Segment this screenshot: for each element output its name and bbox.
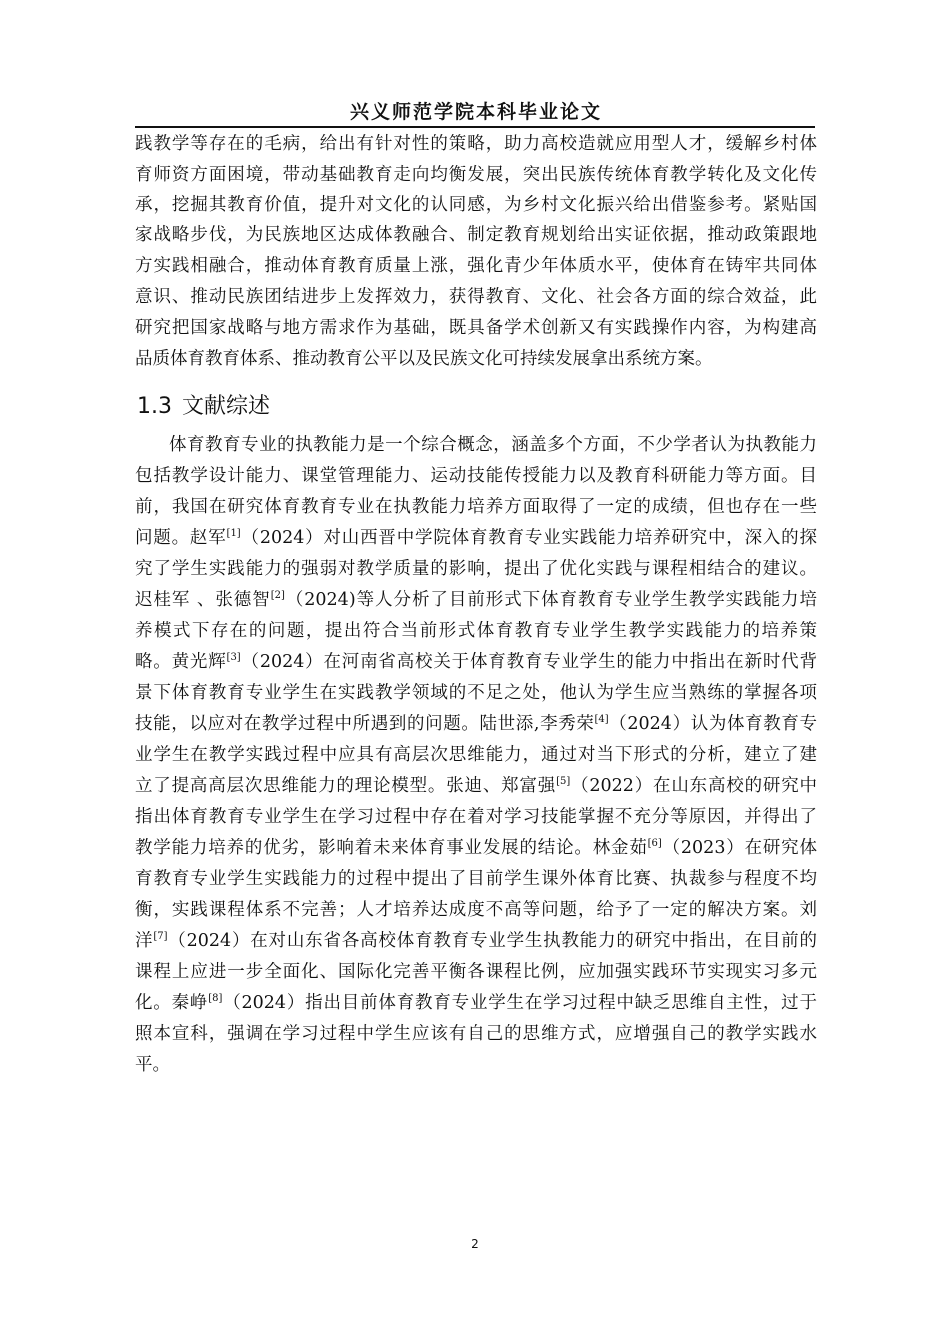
review-line (135, 834, 817, 862)
header-divider (135, 126, 815, 128)
review-line (135, 927, 817, 955)
citation-ref: [8] (208, 993, 223, 1004)
review-line: 平。 (135, 1055, 170, 1075)
review-line (135, 772, 817, 800)
review-line: 究了学生实践能力的强弱对教学质量的影响，提出了优化实践与课程相结合的建议。 (135, 559, 817, 579)
review-text: （2024）对山西晋中学院体育教育专业实践能力培养研究中，深入的探 (240, 528, 817, 548)
review-text: （2024）指出目前体育教育专业学生在学习过程中缺乏思维自主性，过于 (222, 993, 817, 1013)
review-text: 技能，以应对在教学过程中所遇到的问题。陆世添,李秀荣 (135, 714, 595, 734)
review-text: （2022）在山东高校的研究中 (570, 776, 817, 796)
citation-ref: [2] (270, 590, 285, 601)
section-title: 文献综述 (182, 394, 271, 419)
review-line: 指出体育教育专业学生在学习过程中存在着对学习技能掌握不充分等原因，并得出了 (135, 807, 817, 827)
review-text: （2024）认为体育教育专 (608, 714, 817, 734)
review-text: （2024）在河南省高校关于体育教育专业学生的能力中指出在新时代背 (240, 652, 817, 672)
review-line: 课程上应进一步全面化、国际化完善平衡各课程比例，应加强实践环节实现实习多元 (135, 962, 817, 982)
review-line: 景下体育教育专业学生在实践教学领域的不足之处，他认为学生应当熟练的掌握各项 (135, 683, 817, 703)
review-line (135, 648, 817, 676)
intro-line: 育师资方面困境，带动基础教育走向均衡发展，突出民族传统体育教学转化及文化传 (135, 165, 817, 185)
review-line (135, 524, 817, 552)
review-text: （2023）在研究体 (661, 838, 817, 858)
citation-ref: [5] (556, 776, 571, 787)
review-line (135, 586, 817, 614)
review-line: 衡，实践课程体系不完善；人才培养达成度不高等问题，给予了一定的解决方案。刘 (135, 900, 817, 920)
review-line: 包括教学设计能力、课堂管理能力、运动技能传授能力以及教育科研能力等方面。目 (135, 466, 817, 486)
review-line: 前，我国在研究体育教育专业在执教能力培养方面取得了一定的成绩，但也存在一些 (135, 497, 817, 517)
page-number: 2 (471, 1237, 479, 1251)
review-text: 教学能力培养的优劣，影响着未来体育事业发展的结论。林金茹 (135, 838, 648, 858)
intro-line: 品质体育教育体系、推动教育公平以及民族文化可持续发展拿出系统方案。 (135, 349, 713, 369)
intro-line: 方实践相融合，推动体育教育质量上涨，强化青少年体质水平，使体育在铸牢共同体 (135, 256, 817, 276)
review-text: 洋 (135, 931, 154, 951)
review-text: 化。秦峥 (135, 993, 209, 1013)
intro-line: 意识、推动民族团结进步上发挥效力，获得教育、文化、社会各方面的综合效益，此 (135, 287, 817, 307)
citation-ref: [6] (647, 838, 662, 849)
citation-ref: [3] (226, 652, 241, 663)
review-text: 问题。赵军 (135, 528, 227, 548)
intro-line: 研究把国家战略与地方需求作为基础，既具备学术创新又有实践操作内容，为构建高 (135, 318, 817, 338)
intro-line: 家战略步伐，为民族地区达成体教融合、制定教育规划给出实证依据，推动政策跟地 (135, 225, 817, 245)
intro-line: 承，挖掘其教育价值，提升对文化的认同感，为乡村文化振兴给出借鉴参考。紧贴国 (135, 195, 817, 215)
citation-ref: [7] (153, 931, 168, 942)
review-line: 养模式下存在的问题，提出符合当前形式体育教育专业学生教学实践能力的培养策 (135, 621, 817, 641)
review-line: 体育教育专业的执教能力是一个综合概念，涵盖多个方面，不少学者认为执教能力 (169, 435, 817, 455)
review-text: 迟桂军 、张德智 (135, 590, 271, 610)
review-text: 立了提高高层次思维能力的理论模型。张迪、郑富强 (135, 776, 557, 796)
review-line (135, 989, 817, 1017)
review-text: （2024）在对山东省各高校体育教育专业学生执教能力的研究中指出，在目前的 (167, 931, 817, 951)
review-text: （2024)等人分析了目前形式下体育教育专业学生教学实践能力培 (284, 590, 817, 610)
section-number: 1.3 (137, 394, 172, 419)
review-line: 照本宣科，强调在学习过程中学生应该有自己的思维方式，应增强自己的教学实践水 (135, 1024, 817, 1044)
citation-ref: [1] (226, 528, 241, 539)
citation-ref: [4] (594, 714, 609, 725)
review-line: 育教育专业学生实践能力的过程中提出了目前学生课外体育比赛、执裁参与程度不均 (135, 869, 817, 889)
section-heading (137, 391, 270, 423)
review-text: 略。黄光辉 (135, 652, 227, 672)
page-header-title: 兴义师范学院本科毕业论文 (349, 101, 602, 123)
intro-line: 践教学等存在的毛病，给出有针对性的策略，助力高校造就应用型人才，缓解乡村体 (135, 134, 817, 154)
review-line (135, 710, 817, 738)
review-line: 业学生在教学实践过程中应具有高层次思维能力，通过对当下形式的分析，建立了建 (135, 745, 817, 765)
